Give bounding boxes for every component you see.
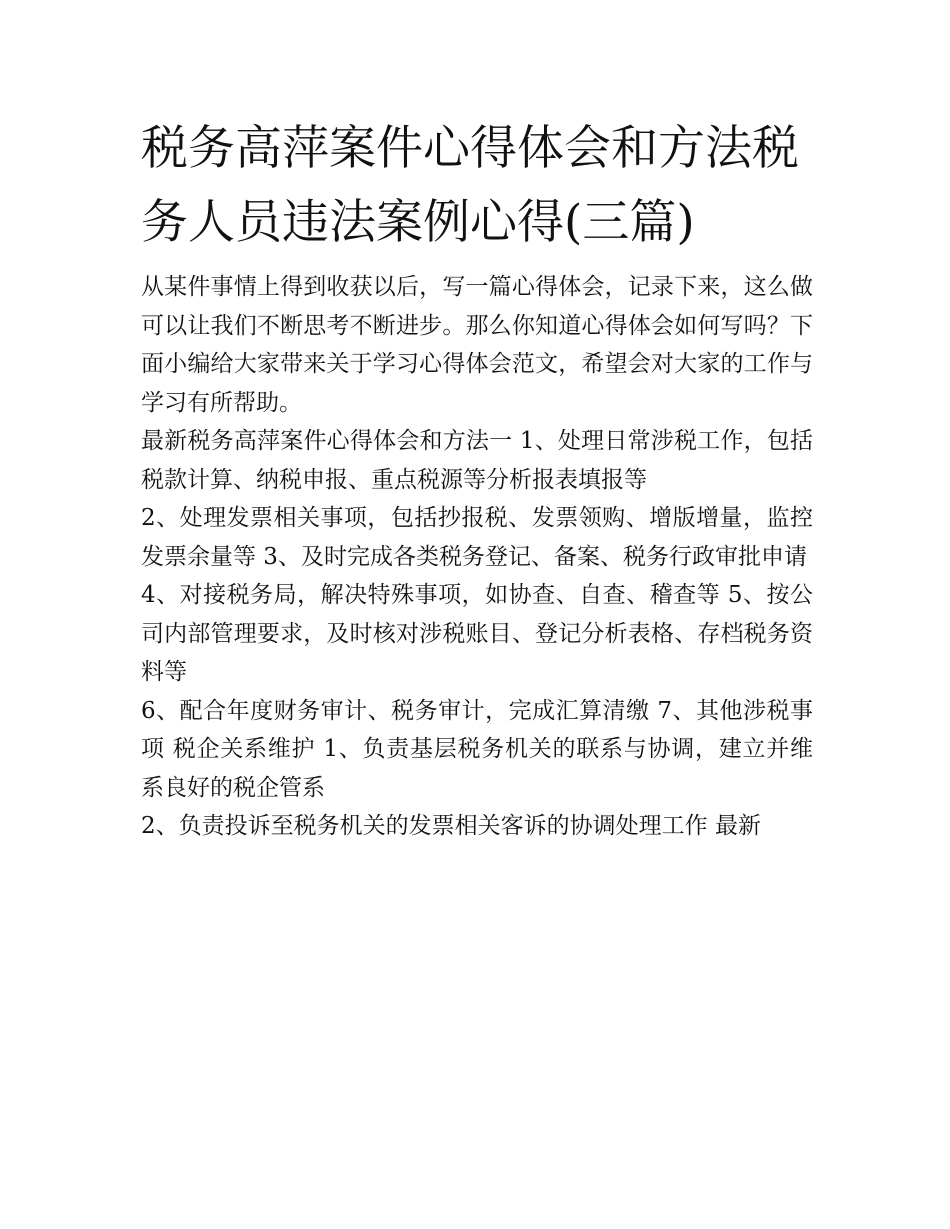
- document-page: [141, 112, 813, 846]
- paragraph-item-2-3: 2、处理发票相关事项，包括抄报税、发票领购、增版增量，监控发票余量等 3、及时完成各类税务登记、备案、税务行政审批申请: [141, 505, 813, 570]
- paragraph-item-4-5: 4、对接税务局，解决特殊事项，如协查、自查、稽查等 5、按公司内部管理要求，及时核对涉税账目、登记分析表格、存档税务资料等: [141, 582, 813, 685]
- document-title: 税务高萍案件心得体会和方法税务人员违法案例心得(三篇): [141, 121, 799, 250]
- paragraph-item-1: 最新税务高萍案件心得体会和方法一 1、处理日常涉税工作，包括税款计算、纳税申报、重点税源等分析报表填报等: [141, 428, 813, 493]
- paragraph-item-6-7: 6、配合年度财务审计、税务审计，完成汇算清缴 7、其他涉税事项 税企关系维护 1、负责基层税务机关的联系与协调，建立并维系良好的税企管系: [141, 697, 813, 801]
- paragraph-complaints: 2、负责投诉至税务机关的发票相关客诉的协调处理工作 最新: [141, 813, 761, 839]
- paragraph-intro: 从某件事情上得到收获以后，写一篇心得体会，记录下来，这么做可以让我们不断思考不断进步。那么你知道心得体会如何写吗？下面小编给大家带来关于学习心得体会范文，希望会对大家的工作与学习有所帮助。: [141, 274, 813, 416]
